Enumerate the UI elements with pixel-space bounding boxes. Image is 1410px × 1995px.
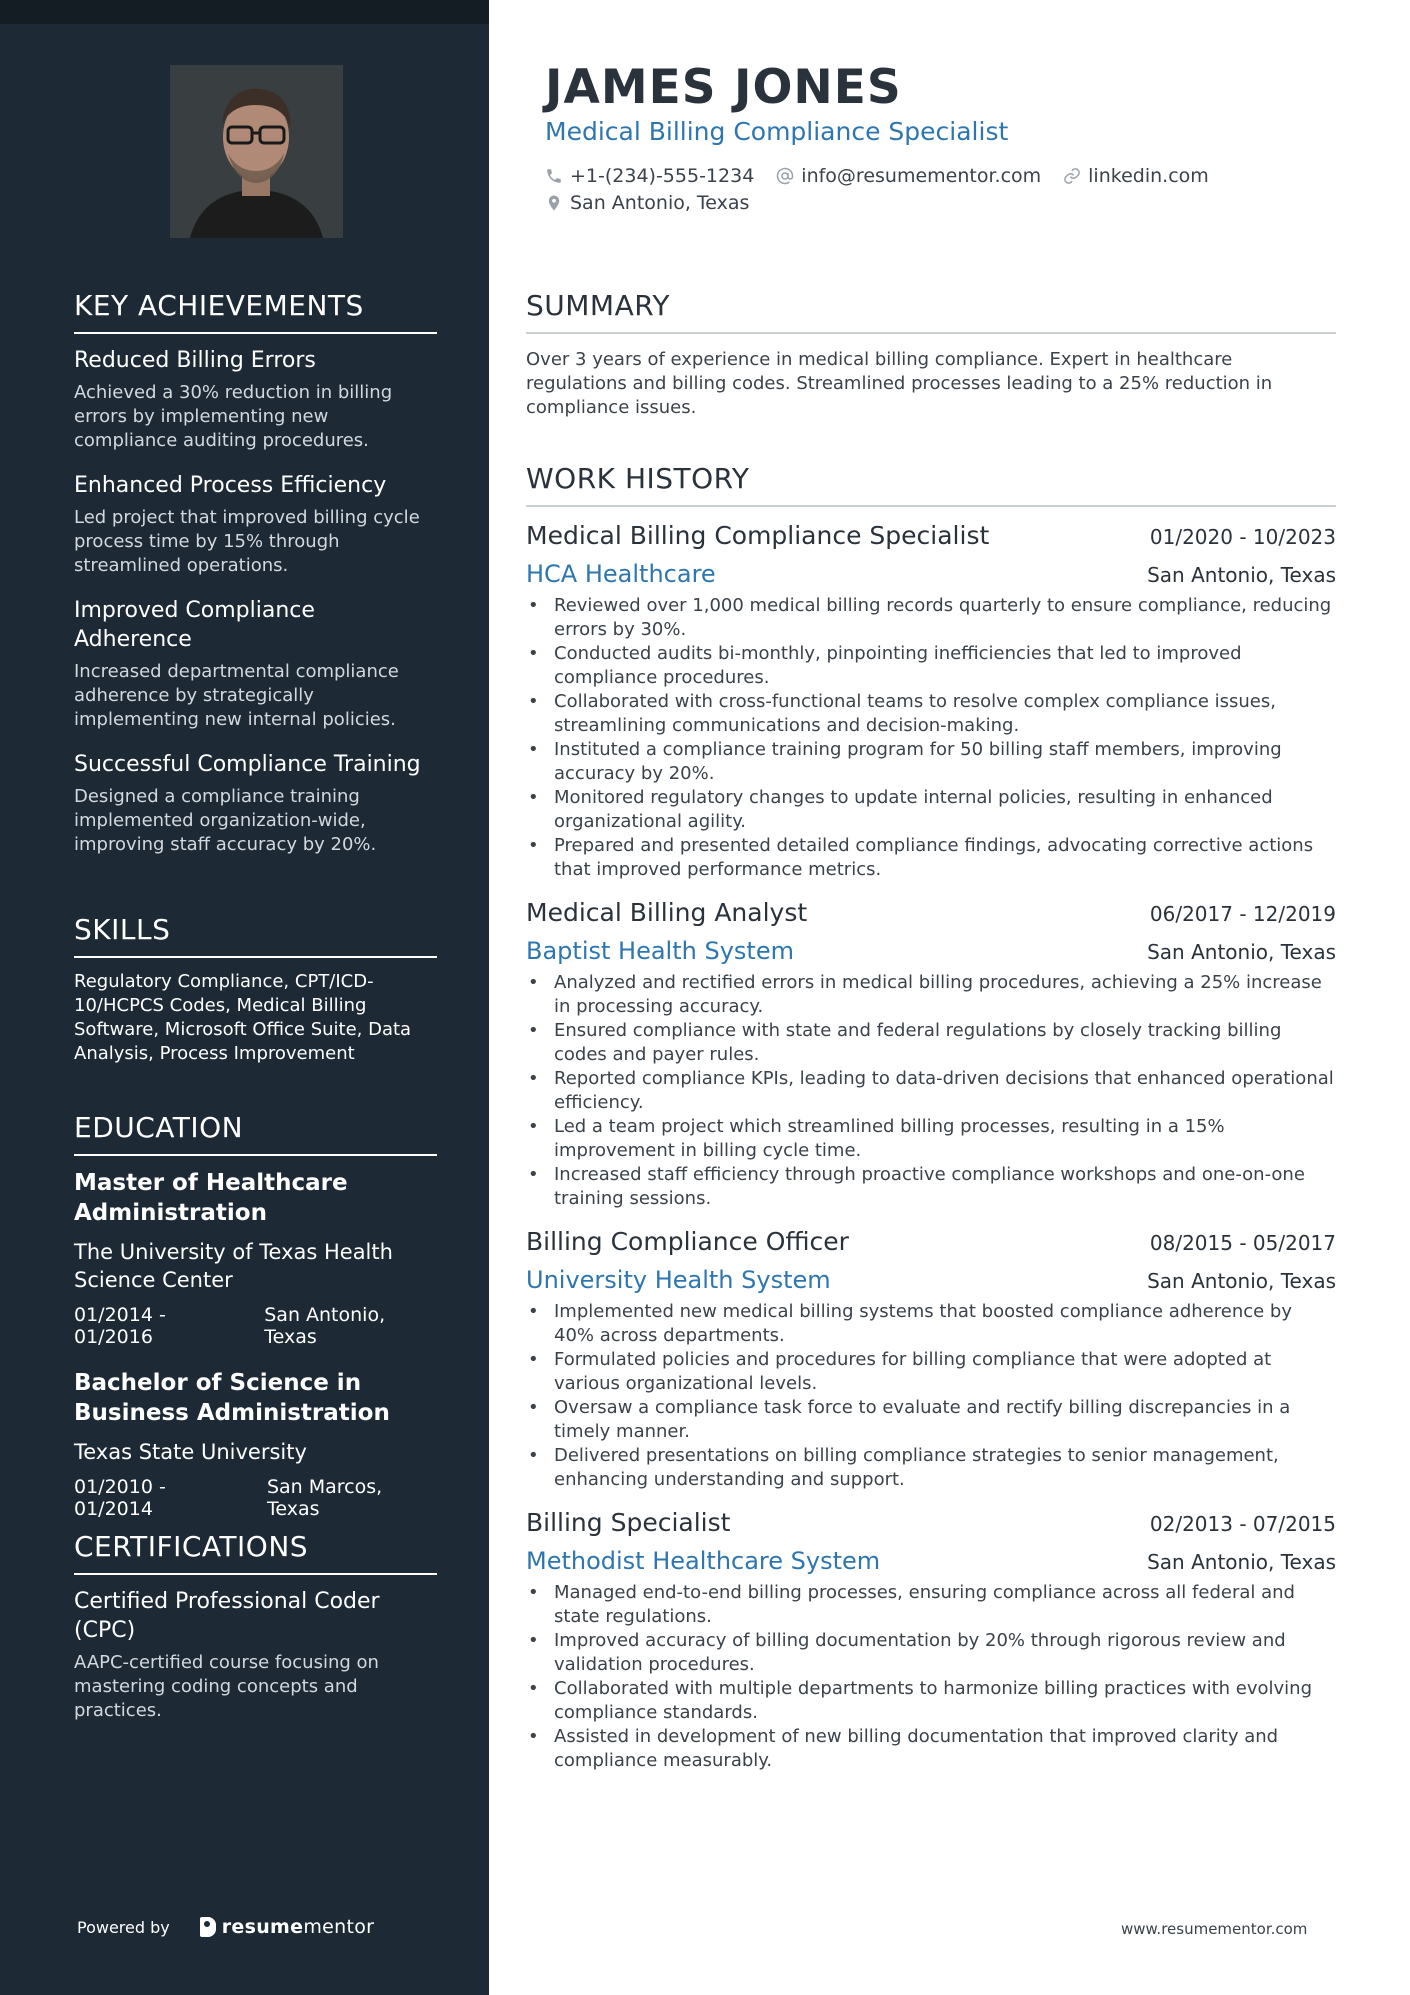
job-entry xyxy=(526,898,1336,1211)
job-location: San Antonio, Texas xyxy=(1147,1550,1336,1574)
education-school: The University of Texas Health Science Center xyxy=(74,1240,393,1292)
education-meta xyxy=(74,1476,437,1520)
work-history-section xyxy=(526,462,1336,1789)
achievements-section xyxy=(74,289,437,875)
contact-phone[interactable] xyxy=(545,165,754,187)
email-text: info@resumementor.com xyxy=(801,165,1042,187)
location-pin-icon xyxy=(545,194,563,212)
footer-website-link[interactable]: www.resumementor.com xyxy=(1121,1920,1308,1938)
link-icon xyxy=(1063,167,1081,185)
contact-row-location xyxy=(545,192,749,214)
job-bullet: • Conducted audits bi-monthly, pinpointing inefficiencies that led to improved compliance procedures. xyxy=(526,642,1336,690)
at-sign-icon xyxy=(776,167,794,185)
job-bullets xyxy=(526,1300,1336,1492)
achievement-item xyxy=(74,471,437,578)
job-role: Billing Compliance Officer xyxy=(526,1227,849,1256)
person-avatar-icon xyxy=(170,65,343,238)
contact-row xyxy=(545,165,1209,187)
certifications-section xyxy=(74,1530,437,1723)
achievement-title: Improved Compliance Adherence xyxy=(74,598,315,652)
job-bullets xyxy=(526,971,1336,1211)
skills-list: Regulatory Compliance, CPT/ICD-10/HCPCS Codes, Medical Billing Software, Microsoft Office Suite, Data Analysis, Process Improvement xyxy=(74,971,412,1064)
job-location: San Antonio, Texas xyxy=(1147,940,1336,964)
achievements-heading: KEY ACHIEVEMENTS xyxy=(74,289,437,334)
brand-name-bold: resume xyxy=(221,1916,304,1938)
education-meta xyxy=(74,1304,437,1348)
job-bullet: • Increased staff efficiency through proactive compliance workshops and one-on-one training sessions. xyxy=(526,1163,1336,1211)
contact-location xyxy=(545,192,749,214)
location-text: San Antonio, Texas xyxy=(570,192,750,214)
job-role: Billing Specialist xyxy=(526,1508,731,1537)
work-history-heading: WORK HISTORY xyxy=(526,462,1336,507)
certification-entry xyxy=(74,1587,437,1723)
education-location: San Antonio, Texas xyxy=(264,1304,386,1348)
job-bullet: • Managed end-to-end billing processes, ensuring compliance across all federal and state regulations. xyxy=(526,1581,1336,1629)
education-dates: 01/2010 - 01/2014 xyxy=(74,1476,166,1520)
powered-by xyxy=(77,1916,374,1938)
education-degree: Bachelor of Science in Business Administration xyxy=(74,1370,390,1426)
education-entry xyxy=(74,1168,437,1348)
achievement-title: Reduced Billing Errors xyxy=(74,348,316,373)
job-location: San Antonio, Texas xyxy=(1147,1269,1336,1293)
profile-photo xyxy=(170,65,343,238)
resumementor-logo-icon xyxy=(200,1917,216,1937)
job-bullet: • Analyzed and rectified errors in medical billing procedures, achieving a 25% increase in processing accuracy. xyxy=(526,971,1336,1019)
job-dates: 02/2013 - 07/2015 xyxy=(1149,1512,1336,1536)
achievement-desc: Designed a compliance training implemented organization-wide, improving staff accuracy by 20%. xyxy=(74,786,377,855)
job-bullet: • Oversaw a compliance task force to evaluate and rectify billing discrepancies in a timely manner. xyxy=(526,1396,1336,1444)
education-section xyxy=(74,1111,437,1540)
job-location: San Antonio, Texas xyxy=(1147,563,1336,587)
linkedin-text: linkedin.com xyxy=(1088,165,1209,187)
summary-text: Over 3 years of experience in medical billing compliance. Expert in healthcare regulations and billing codes. Streamlined processes leading to a 25% reduction in compliance issues. xyxy=(526,349,1273,418)
candidate-title: Medical Billing Compliance Specialist xyxy=(545,117,1009,146)
education-degree: Master of Healthcare Administration xyxy=(74,1170,348,1226)
job-company: University Health System xyxy=(526,1266,831,1294)
achievement-item xyxy=(74,750,437,857)
job-bullet: • Implemented new medical billing systems that boosted compliance adherence by 40% across departments. xyxy=(526,1300,1336,1348)
achievement-desc: Led project that improved billing cycle process time by 15% through streamlined operations. xyxy=(74,507,420,576)
education-dates: 01/2014 - 01/2016 xyxy=(74,1304,166,1348)
achievement-desc: Achieved a 30% reduction in billing errors by implementing new compliance auditing procedures. xyxy=(74,382,393,451)
skills-heading: SKILLS xyxy=(74,913,437,958)
education-entry xyxy=(74,1368,437,1520)
job-bullet: • Prepared and presented detailed compliance findings, advocating corrective actions that improved performance metrics. xyxy=(526,834,1336,882)
sidebar xyxy=(0,0,489,1995)
powered-by-label: Powered by xyxy=(77,1917,170,1937)
sidebar-top-band xyxy=(0,0,489,24)
education-school: Texas State University xyxy=(74,1440,307,1464)
education-location: San Marcos, Texas xyxy=(266,1476,383,1520)
certification-title: Certified Professional Coder (CPC) xyxy=(74,1589,380,1643)
candidate-name: JAMES JONES xyxy=(545,60,902,115)
job-bullet: • Improved accuracy of billing documentation by 20% through rigorous review and validation procedures. xyxy=(526,1629,1336,1677)
job-bullet: • Led a team project which streamlined billing processes, resulting in a 15% improvement in billing cycle time. xyxy=(526,1115,1336,1163)
achievement-desc: Increased departmental compliance adherence by strategically implementing new internal policies. xyxy=(74,661,399,730)
job-bullet: • Collaborated with multiple departments to harmonize billing practices with evolving compliance standards. xyxy=(526,1677,1336,1725)
contact-linkedin[interactable] xyxy=(1063,165,1209,187)
education-heading: EDUCATION xyxy=(74,1111,437,1156)
summary-section xyxy=(526,289,1336,420)
job-bullets xyxy=(526,1581,1336,1773)
certifications-heading: CERTIFICATIONS xyxy=(74,1530,437,1575)
job-bullet: • Monitored regulatory changes to update internal policies, resulting in enhanced organizational agility. xyxy=(526,786,1336,834)
brand-name-light: mentor xyxy=(303,1916,375,1938)
resumementor-logo[interactable] xyxy=(200,1916,375,1938)
job-entry xyxy=(526,521,1336,882)
job-role: Medical Billing Compliance Specialist xyxy=(526,521,990,550)
job-bullet: • Formulated policies and procedures for billing compliance that were adopted at various organizational levels. xyxy=(526,1348,1336,1396)
certification-desc: AAPC-certified course focusing on mastering coding concepts and practices. xyxy=(74,1652,379,1721)
summary-heading: SUMMARY xyxy=(526,289,1336,334)
job-entry xyxy=(526,1508,1336,1773)
achievement-title: Enhanced Process Efficiency xyxy=(74,473,387,498)
phone-text: +1-(234)-555-1234 xyxy=(570,165,755,187)
job-bullet: • Instituted a compliance training program for 50 billing staff members, improving accuracy by 20%. xyxy=(526,738,1336,786)
job-dates: 08/2015 - 05/2017 xyxy=(1149,1231,1336,1255)
job-dates: 01/2020 - 10/2023 xyxy=(1149,525,1336,549)
job-bullets xyxy=(526,594,1336,882)
job-company: Baptist Health System xyxy=(526,937,794,965)
job-bullet: • Assisted in development of new billing documentation that improved clarity and compliance measurably. xyxy=(526,1725,1336,1773)
achievement-item xyxy=(74,346,437,453)
contact-email[interactable] xyxy=(776,165,1041,187)
achievement-item xyxy=(74,596,437,732)
job-dates: 06/2017 - 12/2019 xyxy=(1149,902,1336,926)
skills-section xyxy=(74,913,437,1066)
achievement-title: Successful Compliance Training xyxy=(74,752,421,777)
job-bullet: • Collaborated with cross-functional teams to resolve complex compliance issues, streamlining communications and decision-making. xyxy=(526,690,1336,738)
phone-icon xyxy=(545,167,563,185)
job-company: HCA Healthcare xyxy=(526,560,716,588)
job-role: Medical Billing Analyst xyxy=(526,898,808,927)
job-entry xyxy=(526,1227,1336,1492)
job-bullet: • Reviewed over 1,000 medical billing records quarterly to ensure compliance, reducing errors by 30%. xyxy=(526,594,1336,642)
job-bullet: • Ensured compliance with state and federal regulations by closely tracking billing codes and payer rules. xyxy=(526,1019,1336,1067)
job-company: Methodist Healthcare System xyxy=(526,1547,881,1575)
job-bullet: • Delivered presentations on billing compliance strategies to senior management, enhancing understanding and support. xyxy=(526,1444,1336,1492)
job-bullet: • Reported compliance KPIs, leading to data-driven decisions that enhanced operational efficiency. xyxy=(526,1067,1336,1115)
